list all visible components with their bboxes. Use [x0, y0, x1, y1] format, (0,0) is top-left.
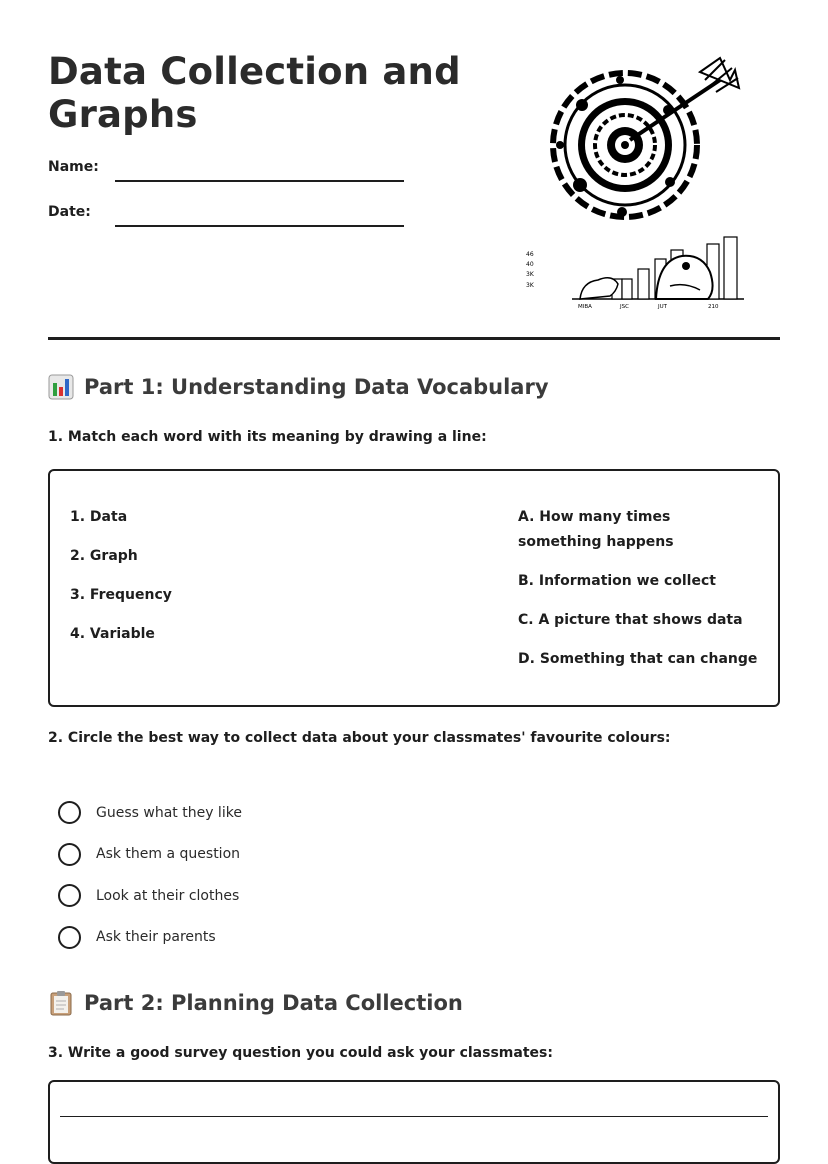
clipboard-icon — [48, 990, 74, 1016]
option-label: Ask their parents — [96, 929, 216, 946]
header-divider — [48, 337, 780, 340]
radio-circle-icon[interactable] — [58, 801, 81, 824]
mini-bar-chart-icon — [526, 237, 744, 310]
hero-x-tick: JUT — [658, 304, 668, 310]
vocab-word-list — [70, 505, 172, 661]
q2-option[interactable] — [58, 875, 242, 917]
radio-circle-icon[interactable] — [58, 843, 81, 866]
vocab-meaning[interactable]: A. How many times something happens — [518, 509, 674, 550]
question-1: 1. Match each word with its meaning by drawing a line: — [48, 429, 487, 445]
vocab-meaning[interactable]: D. Something that can change — [518, 651, 758, 667]
hero-y-tick: 46 — [526, 251, 534, 258]
worksheet-title: Data Collection and Graphs — [48, 50, 461, 136]
hero-y-tick: 3K — [526, 282, 534, 289]
date-answer-line[interactable] — [115, 225, 404, 227]
question-3: 3. Write a good survey question you could ask your classmates: — [48, 1045, 553, 1061]
hero-y-tick: 3K — [526, 271, 534, 278]
vocab-meaning[interactable]: B. Information we collect — [518, 573, 716, 589]
ornamental-target-icon — [553, 73, 697, 217]
vocab-word[interactable]: 3. Frequency — [70, 587, 172, 603]
part1-heading-text: Part 1: Understanding Data Vocabulary — [84, 375, 549, 399]
q2-option[interactable] — [58, 834, 242, 876]
q3-answer-box[interactable] — [48, 1080, 780, 1164]
name-label: Name: — [48, 159, 99, 175]
option-label: Look at their clothes — [96, 887, 240, 904]
radio-circle-icon[interactable] — [58, 884, 81, 907]
vocab-meaning[interactable]: C. A picture that shows data — [518, 612, 743, 628]
answer-line[interactable] — [60, 1116, 768, 1117]
hero-x-tick: 210 — [708, 304, 719, 310]
part2-heading — [48, 990, 463, 1016]
name-answer-line[interactable] — [115, 180, 404, 182]
part2-heading-text: Part 2: Planning Data Collection — [84, 991, 463, 1015]
option-label: Guess what they like — [96, 804, 242, 821]
hero-x-tick: MIBA — [578, 304, 592, 310]
question-2: 2. Circle the best way to collect data about your classmates' favourite colours: — [48, 730, 671, 746]
vocab-word[interactable]: 1. Data — [70, 509, 128, 525]
hero-y-tick: 40 — [526, 261, 534, 268]
bar-chart-icon — [48, 374, 74, 400]
q2-option[interactable] — [58, 792, 242, 834]
q2-options — [58, 792, 242, 958]
date-label: Date: — [48, 204, 91, 220]
option-label: Ask them a question — [96, 846, 241, 863]
hero-x-tick: JSC — [620, 304, 629, 310]
matching-box — [48, 469, 780, 707]
dartboard-illustration — [520, 50, 748, 315]
radio-circle-icon[interactable] — [58, 926, 81, 949]
part1-heading — [48, 374, 549, 400]
vocab-word[interactable]: 2. Graph — [70, 548, 138, 564]
q2-option[interactable] — [58, 917, 242, 959]
vocab-meaning-list — [518, 505, 758, 686]
vocab-word[interactable]: 4. Variable — [70, 626, 155, 642]
